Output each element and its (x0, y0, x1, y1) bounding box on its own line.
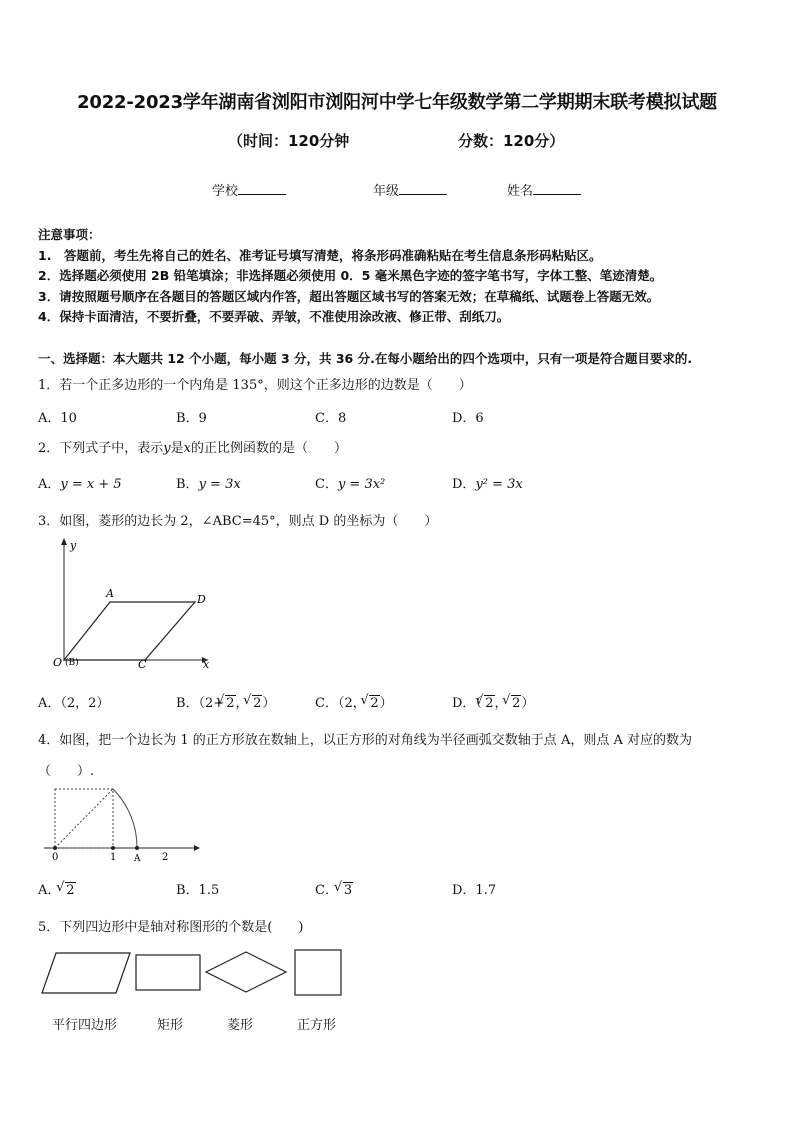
tick-0-label: 0 (52, 852, 59, 863)
exam-score: 分数：120分） (458, 132, 565, 150)
q2-option-d (452, 473, 523, 492)
shape-label-parallelogram: 平行四边形 (52, 1018, 118, 1033)
q2-option-b (176, 473, 241, 492)
q1-option-b: B．9 (176, 411, 207, 426)
school-blank (238, 182, 286, 195)
question-4-stem: 4．如图，把一个边长为 1 的正方形放在数轴上，以正方形的对角线为半径画弧交数轴于点 A，则点 A 对应的数为 (38, 733, 692, 748)
point-a-label: A (134, 854, 141, 864)
number-line-arrow (194, 845, 200, 851)
rectangle-shape (136, 955, 200, 990)
notes-heading: 注意事项： (38, 227, 101, 242)
q2-stem-part: 的正比例函数的是（ ） (191, 441, 348, 456)
shape-label-square: 正方形 (297, 1018, 337, 1033)
school-label: 学校 (212, 184, 239, 199)
option-letter: D． (452, 477, 476, 492)
shape-label-rhombus: 菱形 (227, 1018, 254, 1033)
point-zero (53, 846, 57, 850)
option-text: B．（2+ (176, 696, 225, 711)
point-b-label: (B) (65, 658, 79, 668)
q2-stem-part: 2．下列式子中，表示 (38, 441, 164, 456)
name-field (507, 180, 581, 199)
q3-option-c (315, 692, 393, 711)
sqrt-radicand: √ 2 (225, 695, 235, 711)
x-axis-label: x (203, 658, 210, 671)
page-title: 2022-2023学年湖南省浏阳市浏阳河中学七年级数学第二学期期末联考模拟试题 (77, 92, 717, 113)
rhombus-coordinate-figure (50, 536, 220, 672)
option-letter: A． (38, 477, 61, 492)
point-one (111, 846, 115, 850)
shape-label-rectangle: 矩形 (157, 1018, 184, 1033)
option-text: ） (379, 696, 393, 711)
tick-2-label: 2 (162, 852, 169, 863)
quadrilaterals-figure (38, 948, 348, 1000)
name-label: 姓名 (507, 184, 534, 199)
q4-option-d: D．1.7 (452, 883, 497, 898)
q3-option-b (176, 692, 275, 711)
option-letter: B． (176, 477, 199, 492)
parallelogram-shape (42, 953, 130, 993)
q4-option-a (38, 879, 76, 898)
option-letter: C． (315, 477, 338, 492)
sqrt-radicand: √ 2 (252, 695, 262, 711)
grade-field (373, 180, 447, 199)
rhombus-shape (64, 602, 195, 660)
sqrt-radicand: √ 3 (343, 882, 353, 898)
question-1-stem: 1．若一个正多边形的一个内角是 135°，则这个正多边形的边数是（ ） (38, 378, 472, 393)
grade-blank (399, 182, 447, 195)
option-expression: y = 3x (198, 477, 241, 492)
option-expression: y² = 3x (475, 477, 523, 492)
radius-arc (113, 789, 137, 848)
note-item: 2．选择题必须使用 2B 铅笔填涂；非选择题必须使用 0．5 毫米黑色字迹的签字笔书写，字体工整、笔迹清楚。 (38, 268, 663, 283)
option-expression: y = 3x² (337, 477, 386, 492)
question-2-stem (38, 437, 347, 456)
q2-option-a (38, 473, 122, 492)
point-d-label: D (197, 593, 206, 606)
option-text: C． (315, 883, 338, 898)
note-item: 1. 答题前，考生先将自己的姓名、准考证号填写清楚，将条形码准确粘贴在考生信息条形码粘贴区。 (38, 248, 602, 263)
option-expression: y = x + 5 (60, 477, 122, 492)
question-5-stem: 5．下列四边形中是轴对称图形的个数是( ) (38, 920, 304, 935)
q2-stem-part: 是 (170, 441, 184, 456)
q2-option-c (315, 473, 385, 492)
q3-option-d (452, 692, 534, 711)
school-field (212, 180, 286, 199)
point-c-label: C (138, 658, 147, 671)
option-text: C．（2， (315, 696, 366, 711)
q1-option-c: C．8 (315, 411, 347, 426)
note-item: 4．保持卡面清洁，不要折叠，不要弄破、弄皱，不准使用涂改液、修正带、刮纸刀。 (38, 309, 510, 324)
q2-var-x: x (183, 441, 191, 456)
square-diagonal (55, 789, 113, 848)
sqrt-radicand: √ 2 (369, 695, 379, 711)
number-line-figure (40, 785, 205, 865)
question-4-stem-cont: （ ）. (38, 764, 95, 779)
rhombus-shape (206, 952, 286, 992)
q4-option-c (315, 879, 353, 898)
point-a-label: A (106, 587, 114, 600)
q4-option-b: B．1.5 (176, 883, 220, 898)
note-item: 3．请按照题号顺序在各题目的答题区域内作答，超出答题区域书写的答案无效；在草稿纸、试题卷上答题无效。 (38, 289, 660, 304)
point-a (135, 846, 139, 850)
grade-label: 年级 (373, 184, 400, 199)
q1-option-a: A．10 (38, 411, 77, 426)
option-text: ） (521, 696, 535, 711)
origin-label: O (53, 656, 63, 669)
option-text: ， (494, 696, 508, 711)
q3-option-a: A．（2，2） (38, 696, 110, 711)
q2-var-y: y (163, 441, 171, 456)
name-blank (533, 182, 581, 195)
q1-option-d: D．6 (452, 411, 484, 426)
exam-time: （时间：120分钟 (228, 132, 350, 150)
square-shape (295, 950, 341, 995)
y-axis-label: y (70, 539, 77, 552)
option-text: ） (262, 696, 276, 711)
sqrt-radicand: √ 2 (484, 695, 494, 711)
option-text: A． (38, 883, 61, 898)
option-text: ， (235, 696, 249, 711)
option-text: D．（ (452, 696, 482, 711)
question-3-stem: 3．如图，菱形的边长为 2，∠ABC=45°，则点 D 的坐标为（ ） (38, 514, 438, 529)
sqrt-radicand: √ 2 (65, 882, 75, 898)
tick-1-label: 1 (110, 852, 117, 863)
section-heading: 一、选择题：本大题共 12 个小题，每小题 3 分，共 36 分.在每小题给出的四个选项中，只有一项是符合题目要求的. (38, 351, 693, 366)
y-axis-arrow (61, 538, 67, 545)
sqrt-radicand: √ 2 (511, 695, 521, 711)
